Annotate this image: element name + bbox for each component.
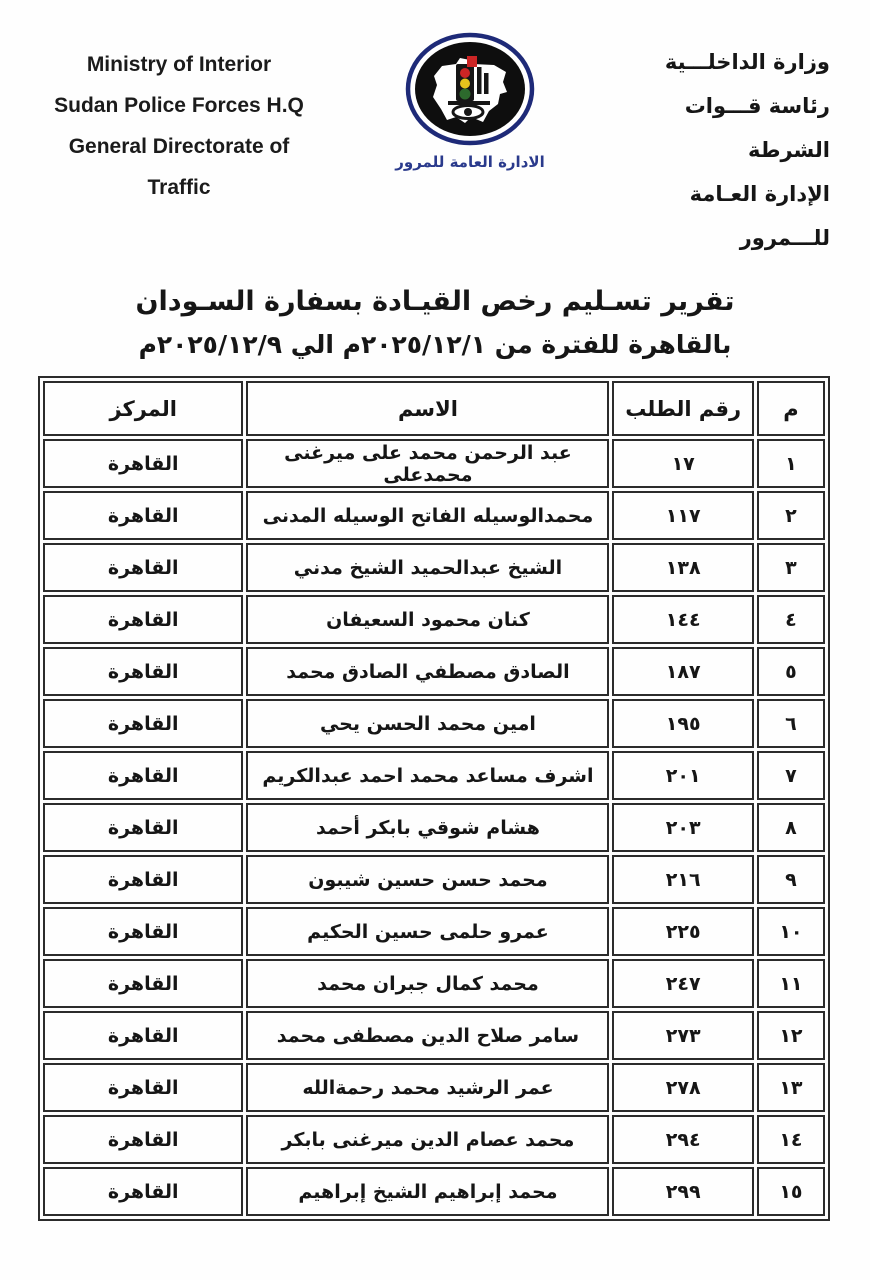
center-cell: القاهرة — [43, 647, 243, 696]
report-title-line2: بالقاهرة للفترة من ٢٠٢٥/١٢/١م الي ٢٠٢٥/١٢/٩م — [138, 330, 732, 359]
serial-cell: ١٠ — [757, 907, 825, 956]
table-row — [43, 1063, 825, 1112]
serial-cell: ٦ — [757, 699, 825, 748]
request-number-cell: ١٧ — [612, 439, 753, 488]
serial-cell: ٤ — [757, 595, 825, 644]
name-cell: محمد عصام الدين ميرغنى بابكر — [246, 1115, 609, 1164]
traffic-directorate-logo — [395, 32, 545, 171]
name-cell: امين محمد الحسن يحي — [246, 699, 609, 748]
name-cell: عمرو حلمى حسين الحكيم — [246, 907, 609, 956]
police-hq-line-arabic: رئاسة قـــوات الشرطة — [684, 94, 830, 162]
traffic-directorate-line-english: General Directorate of Traffic — [68, 135, 290, 199]
request-number-cell: ٢٠٣ — [612, 803, 753, 852]
center-cell: القاهرة — [43, 439, 243, 488]
center-cell: القاهرة — [43, 1167, 243, 1216]
serial-cell: ١٣ — [757, 1063, 825, 1112]
request-number-cell: ١١٧ — [612, 491, 753, 540]
center-cell: القاهرة — [43, 1011, 243, 1060]
serial-cell: ٥ — [757, 647, 825, 696]
letterhead-arabic — [618, 30, 830, 260]
table-row — [43, 543, 825, 592]
table-row — [43, 1115, 825, 1164]
request-number-cell: ٢٢٥ — [612, 907, 753, 956]
column-header-center: المركز — [43, 381, 243, 436]
request-number-cell: ٢٧٨ — [612, 1063, 753, 1112]
table-row — [43, 699, 825, 748]
table-row — [43, 1011, 825, 1060]
traffic-directorate-line-arabic: الإدارة العـامة للـــمرور — [689, 182, 830, 250]
table-header — [43, 381, 825, 436]
letterhead — [0, 0, 870, 260]
serial-cell: ١ — [757, 439, 825, 488]
name-cell: الشيخ عبدالحميد الشيخ مدني — [246, 543, 609, 592]
table-row — [43, 855, 825, 904]
column-header-name: الاسم — [246, 381, 609, 436]
serial-cell: ٨ — [757, 803, 825, 852]
name-cell: سامر صلاح الدين مصطفى محمد — [246, 1011, 609, 1060]
ministry-line-english: Ministry of Interior — [86, 53, 272, 76]
name-cell: محمد إبراهيم الشيخ إبراهيم — [246, 1167, 609, 1216]
table-header-row — [43, 381, 825, 436]
request-number-cell: ٢٩٤ — [612, 1115, 753, 1164]
name-cell: محمد كمال جبران محمد — [246, 959, 609, 1008]
column-header-request-number: رقم الطلب — [612, 381, 753, 436]
center-cell: القاهرة — [43, 855, 243, 904]
table-row — [43, 647, 825, 696]
ministry-line-arabic: وزارة الداخلـــية — [664, 50, 830, 74]
name-cell: عبد الرحمن محمد على ميرغنى محمدعلى — [246, 439, 609, 488]
serial-cell: ٣ — [757, 543, 825, 592]
table-row — [43, 907, 825, 956]
logo-caption: الادارة العامة للمرور — [395, 153, 545, 171]
table-row — [43, 595, 825, 644]
name-cell: كنان محمود السعيفان — [246, 595, 609, 644]
column-header-serial: م — [757, 381, 825, 436]
table-row — [43, 959, 825, 1008]
center-cell: القاهرة — [43, 1115, 243, 1164]
center-cell: القاهرة — [43, 959, 243, 1008]
serial-cell: ١٢ — [757, 1011, 825, 1060]
table-row — [43, 491, 825, 540]
name-cell: محمدالوسيله الفاتح الوسيله المدنى — [246, 491, 609, 540]
name-cell: اشرف مساعد محمد احمد عبدالكريم — [246, 751, 609, 800]
name-cell: عمر الرشيد محمد رحمةالله — [246, 1063, 609, 1112]
table-row — [43, 751, 825, 800]
name-cell: الصادق مصطفي الصادق محمد — [246, 647, 609, 696]
center-cell: القاهرة — [43, 595, 243, 644]
center-cell: القاهرة — [43, 491, 243, 540]
license-delivery-table-wrap — [38, 376, 832, 1221]
serial-cell: ٧ — [757, 751, 825, 800]
center-cell: القاهرة — [43, 699, 243, 748]
license-delivery-table — [38, 376, 830, 1221]
name-cell: محمد حسن حسين شيبون — [246, 855, 609, 904]
center-cell: القاهرة — [43, 751, 243, 800]
serial-cell: ٩ — [757, 855, 825, 904]
report-title-line1: تقرير تسـليم رخص القيـادة بسفارة السـودان — [135, 286, 735, 317]
request-number-cell: ١٣٨ — [612, 543, 753, 592]
request-number-cell: ٢٠١ — [612, 751, 753, 800]
center-cell: القاهرة — [43, 543, 243, 592]
request-number-cell: ١٨٧ — [612, 647, 753, 696]
table-row — [43, 1167, 825, 1216]
request-number-cell: ١٩٥ — [612, 699, 753, 748]
request-number-cell: ١٤٤ — [612, 595, 753, 644]
center-cell: القاهرة — [43, 907, 243, 956]
center-cell: القاهرة — [43, 1063, 243, 1112]
table-body — [43, 439, 825, 1216]
serial-cell: ٢ — [757, 491, 825, 540]
request-number-cell: ٢٤٧ — [612, 959, 753, 1008]
serial-cell: ١١ — [757, 959, 825, 1008]
request-number-cell: ٢٩٩ — [612, 1167, 753, 1216]
name-cell: هشام شوقي بابكر أحمد — [246, 803, 609, 852]
table-row — [43, 439, 825, 488]
police-hq-line-english: Sudan Police Forces H.Q — [54, 94, 304, 117]
traffic-directorate-emblem-icon — [404, 32, 536, 148]
report-title — [0, 286, 870, 359]
letterhead-english — [36, 30, 322, 208]
request-number-cell: ٢١٦ — [612, 855, 753, 904]
request-number-cell: ٢٧٣ — [612, 1011, 753, 1060]
center-cell: القاهرة — [43, 803, 243, 852]
serial-cell: ١٤ — [757, 1115, 825, 1164]
table-row — [43, 803, 825, 852]
serial-cell: ١٥ — [757, 1167, 825, 1216]
